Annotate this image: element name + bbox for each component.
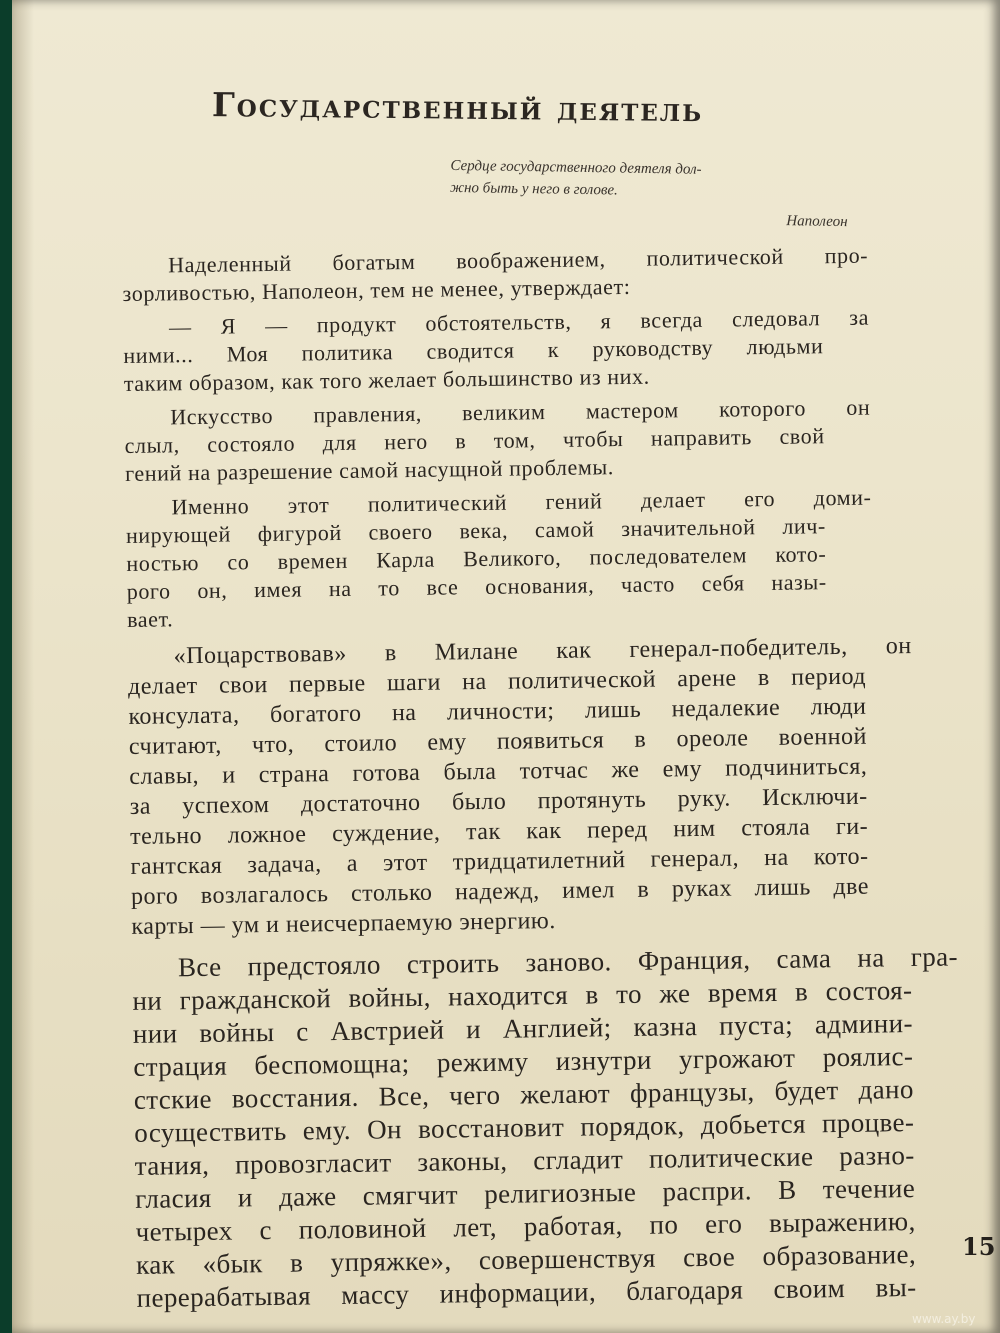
text-line: тания, провозгласит законы, сгладит политические разно- — [134, 1140, 915, 1181]
text-section-a — [122, 241, 907, 634]
text-line: Наделенный богатым воображением, политической про- — [168, 242, 869, 278]
body-text — [122, 241, 959, 1315]
text-line: четырех с половиной лет, работая, по его выражению, — [135, 1206, 916, 1247]
text-line: считают, что, стоило ему появиться в ореоле военной — [128, 723, 868, 760]
text-line: за успехом достаточно было протянуть руку. Исключи- — [129, 783, 868, 820]
text-section-c — [132, 941, 959, 1315]
text-line: консулата, богатого на личности; лишь недалекие люди — [128, 693, 867, 730]
text-line: гений на разрешение самой насущной проблемы. — [124, 454, 615, 486]
text-line: стские восстания. Все, чего желают французы, будет дано — [133, 1074, 914, 1115]
text-line: нирующей фигурой своего века, самой значительной лич- — [125, 513, 827, 548]
text-line: зорливостью, Наполеон, тем не менее, утверждает: — [122, 273, 631, 306]
watermark: www.ay.by — [912, 1312, 976, 1326]
text-line: — Я — продукт обстоятельств, я всегда следовал за — [168, 304, 870, 340]
page-number: 15 — [962, 1232, 996, 1261]
text-line: осуществить ему. Он восстановит порядок, добьется процве- — [134, 1107, 915, 1148]
text-line: гантская задача, а этот тридцатилетний генерал, на кото- — [130, 843, 869, 880]
epigraph — [449, 155, 850, 233]
text-line: «Поцарствовав» в Милане как генерал-победитель, он — [173, 633, 912, 670]
text-line: Искусство правления, великим мастером которого он — [170, 394, 871, 430]
text-line: страция беспомощна; режиму изнутри угрожают роялис- — [133, 1041, 914, 1082]
text-line: карты — ум и неисчерпаемую энергию. — [131, 908, 556, 940]
text-line: гласия и даже смягчит религиозные распри. В течение — [135, 1173, 916, 1214]
text-line: рого возлагалось столько надежд, имел в руках лишь две — [130, 873, 870, 910]
epigraph-author: Наполеон — [786, 213, 848, 231]
epigraph-line: Сердце государственного деятеля дол- — [450, 157, 702, 178]
text-line: ни гражданской войны, находится в то же время в состоя- — [132, 975, 913, 1016]
text-line: рого он, имея на то все основания, часто себя назы- — [126, 569, 827, 604]
text-line: как «бык в упряжке», совершенствуя свое образование, — [135, 1239, 917, 1280]
book-page — [12, 0, 1000, 1333]
epigraph-line: жно быть у него в голове. — [449, 179, 618, 199]
text-line: Именно этот политический гений делает его доми- — [171, 484, 872, 520]
text-line: нии войны с Австрией и Англией; казна пуста; админи- — [132, 1008, 914, 1049]
text-line: Все предстояло строить заново. Франция, сама на гра- — [177, 941, 959, 983]
text-line: перерабатывая массу информации, благодаря своим вы- — [136, 1272, 917, 1313]
text-line: таким образом, как того желает большинство из них. — [123, 363, 650, 396]
chapter-title: Государственный деятель — [211, 85, 704, 130]
text-line: ностью со времен Карла Великого, последователем кото- — [126, 541, 827, 576]
text-line: вает. — [126, 606, 174, 632]
page-edge-shadow — [12, 0, 34, 1333]
text-line: славы, и страна готова была тотчас же ему подчиниться, — [129, 753, 868, 790]
text-line: слыл, состояло для него в том, чтобы направить свой — [124, 423, 825, 458]
text-line: делает свои первые шаги на политической арене в период — [127, 663, 867, 700]
text-line: тельно ложное суждение, так как перед ним стояла ги- — [129, 813, 869, 850]
text-line: ними... Моя политика сводится к руководству людьми — [123, 333, 824, 368]
text-section-b — [127, 631, 911, 942]
